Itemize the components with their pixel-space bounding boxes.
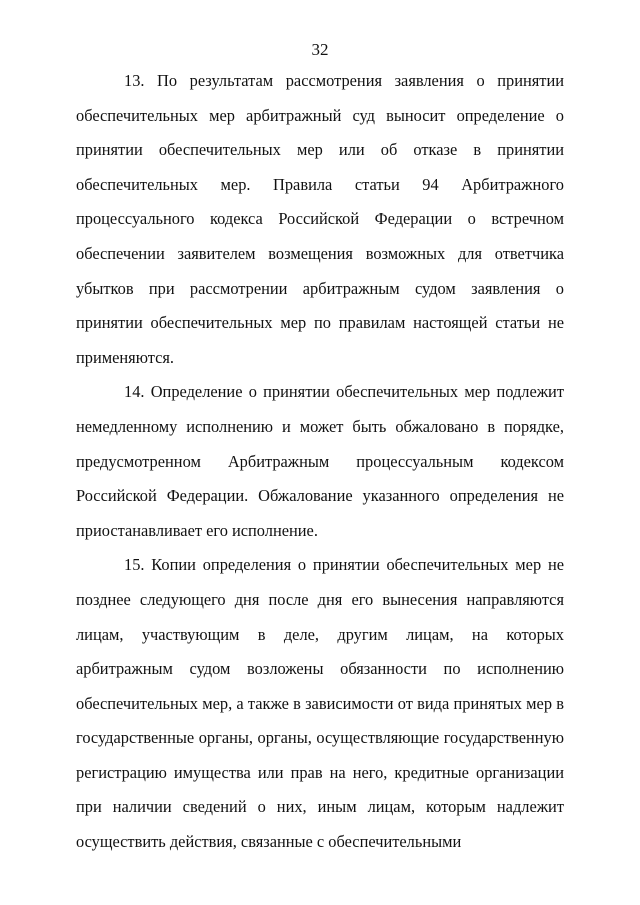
document-body: [76, 64, 564, 860]
paragraph-15: 15. Копии определения о принятии обеспечительных мер не позднее следующего дня после дня его вынесения направляются лицам, участвующим в деле, другим лицам, на которых арбитражным судом возложены обязанности по исполнению обеспечительных мер, а также в зависимости от вида принятых мер в государственные органы, органы, осуществляющие государственную регистрацию имущества или прав на него, кредитные организации при наличии сведений о них, иным лицам, которым надлежит осуществить действия, связанные с обеспечительными: [76, 555, 564, 852]
paragraph-13: 13. По результатам рассмотрения заявления о принятии обеспечительных мер арбитражный суд выносит определение о принятии обеспечительных мер или об отказе в принятии обеспечительных мер. Правила статьи 94 Арбитражного процессуального кодекса Российской Федерации о встречном обеспечении заявителем возмещения возможных для ответчика убытков при рассмотрении арбитражным судом заявления о принятии обеспечительных мер по правилам настоящей статьи не применяются.: [76, 71, 564, 367]
page-number: 32: [311, 40, 329, 59]
paragraph-14: 14. Определение о принятии обеспечительных мер подлежит немедленному исполнению и может быть обжаловано в порядке, предусмотренном Арбитражным процессуальным кодексом Российской Федерации. Обжалование указанного определения не приостанавливает его исполнение.: [76, 382, 564, 540]
